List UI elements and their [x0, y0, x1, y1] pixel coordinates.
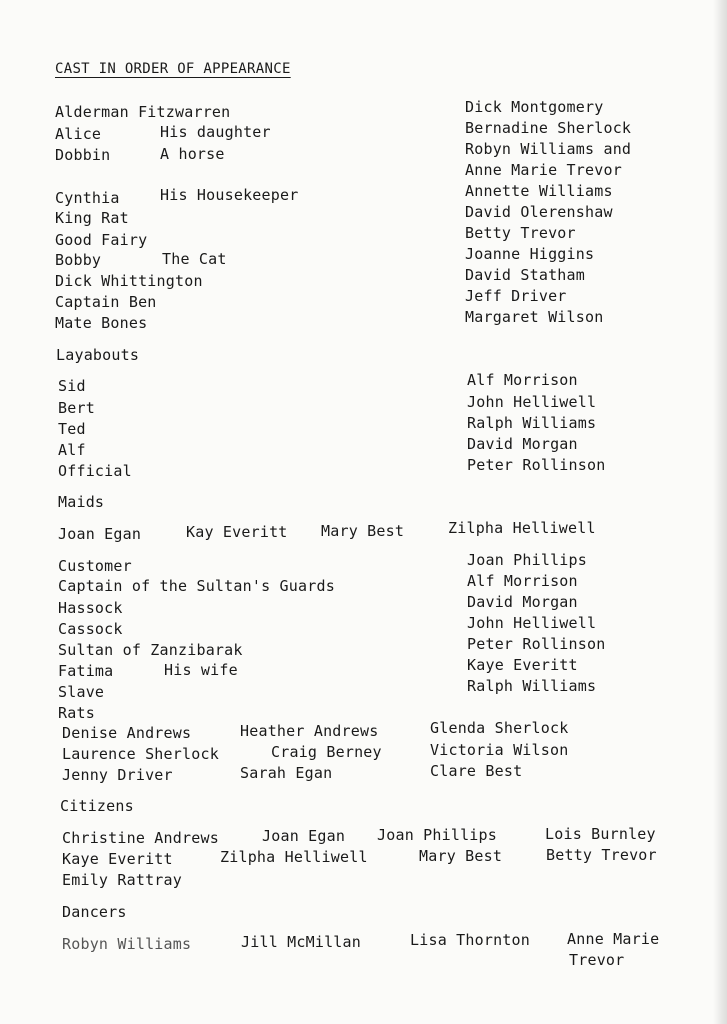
actor-name: Ralph Williams — [467, 414, 597, 432]
cast-member-name: Emily Rattray — [62, 871, 182, 889]
actor-name: Kaye Everitt — [467, 656, 578, 674]
role-name: Official — [58, 462, 132, 480]
role-name: Bobby — [55, 251, 102, 269]
role-name: Dick Whittington — [55, 272, 203, 290]
role-name: Alice — [55, 125, 102, 143]
cast-member-name: Joan Egan — [262, 827, 346, 845]
role-name: Captain Ben — [55, 293, 157, 311]
role-name: Customer — [58, 557, 132, 575]
cast-member-name: Denise Andrews — [62, 724, 192, 742]
section-heading-maids: Maids — [58, 493, 105, 511]
role-name: Dobbin — [55, 146, 111, 164]
actor-name: Robyn Williams and — [465, 140, 632, 158]
actor-name: David Morgan — [467, 593, 578, 611]
actor-name: John Helliwell — [467, 393, 597, 411]
role-name: Alf — [58, 441, 86, 459]
actor-name: David Statham — [465, 266, 585, 284]
page-edge-shadow — [713, 0, 727, 1024]
role-description: A horse — [160, 145, 225, 163]
role-name: Cassock — [58, 620, 123, 638]
actor-name: Jeff Driver — [465, 287, 567, 305]
role-name: Alderman Fitzwarren — [55, 103, 231, 121]
cast-member-name: Joan Phillips — [377, 826, 497, 844]
role-name: Slave — [58, 683, 105, 701]
actor-name: Ralph Williams — [467, 677, 597, 695]
cast-member-name: Mary Best — [419, 847, 503, 865]
cast-member-name: Heather Andrews — [240, 722, 379, 740]
role-name: Cynthia — [55, 189, 120, 207]
actor-name: Bernadine Sherlock — [465, 119, 632, 137]
cast-member-name: Betty Trevor — [546, 846, 657, 864]
role-description: His daughter — [160, 123, 271, 141]
cast-member-name: Sarah Egan — [240, 764, 333, 782]
role-name: Captain of the Sultan's Guards — [58, 577, 335, 595]
cast-member-name: Victoria Wilson — [430, 741, 569, 759]
actor-name: Annette Williams — [465, 182, 613, 200]
cast-member-name: Zilpha Helliwell — [448, 519, 596, 537]
role-name: Sultan of Zanzibarak — [58, 641, 243, 659]
role-description: His Housekeeper — [160, 186, 299, 204]
role-name: Ted — [58, 420, 86, 438]
role-name: Good Fairy — [55, 231, 148, 249]
actor-name: David Olerenshaw — [465, 203, 613, 221]
actor-name: Margaret Wilson — [465, 308, 604, 326]
role-description: The Cat — [162, 250, 227, 268]
actor-name: Peter Rollinson — [467, 456, 606, 474]
cast-member-name: Joan Egan — [58, 525, 142, 543]
actor-name: Alf Morrison — [467, 371, 578, 389]
role-description: His wife — [164, 661, 238, 679]
role-name: Fatima — [58, 662, 114, 680]
actor-name: John Helliwell — [467, 614, 597, 632]
actor-name: Betty Trevor — [465, 224, 576, 242]
section-heading-rats: Rats — [58, 704, 95, 722]
actor-name: Dick Montgomery — [465, 98, 604, 116]
role-name: King Rat — [55, 209, 129, 227]
cast-member-name: Robyn Williams — [62, 935, 192, 953]
section-heading-layabouts: Layabouts — [56, 346, 140, 364]
cast-member-name-continued: Trevor — [569, 951, 625, 969]
cast-member-name: Jenny Driver — [62, 766, 173, 784]
actor-name: Joan Phillips — [467, 551, 587, 569]
cast-member-name: Kaye Everitt — [62, 850, 173, 868]
role-name: Bert — [58, 399, 95, 417]
role-name: Mate Bones — [55, 314, 148, 332]
actor-name: David Morgan — [467, 435, 578, 453]
cast-member-name: Lois Burnley — [545, 825, 656, 843]
cast-member-name: Craig Berney — [271, 743, 382, 761]
cast-member-name: Christine Andrews — [62, 829, 219, 847]
actor-name: Joanne Higgins — [465, 245, 595, 263]
actor-name: Anne Marie Trevor — [465, 161, 622, 179]
actor-name: Peter Rollinson — [467, 635, 606, 653]
role-name: Sid — [58, 377, 86, 395]
cast-member-name: Mary Best — [321, 522, 405, 540]
actor-name: Alf Morrison — [467, 572, 578, 590]
cast-member-name: Jill McMillan — [241, 933, 361, 951]
page-title: CAST IN ORDER OF APPEARANCE — [55, 61, 291, 77]
cast-member-name: Kay Everitt — [186, 523, 288, 541]
section-heading-citizens: Citizens — [60, 797, 134, 815]
section-heading-dancers: Dancers — [62, 903, 127, 921]
cast-member-name: Clare Best — [430, 762, 523, 780]
cast-member-name: Lisa Thornton — [410, 931, 530, 949]
cast-member-name: Zilpha Helliwell — [220, 848, 368, 866]
cast-member-name: Laurence Sherlock — [62, 745, 219, 763]
cast-member-name: Anne Marie — [567, 930, 660, 948]
cast-member-name: Glenda Sherlock — [430, 719, 569, 737]
role-name: Hassock — [58, 599, 123, 617]
